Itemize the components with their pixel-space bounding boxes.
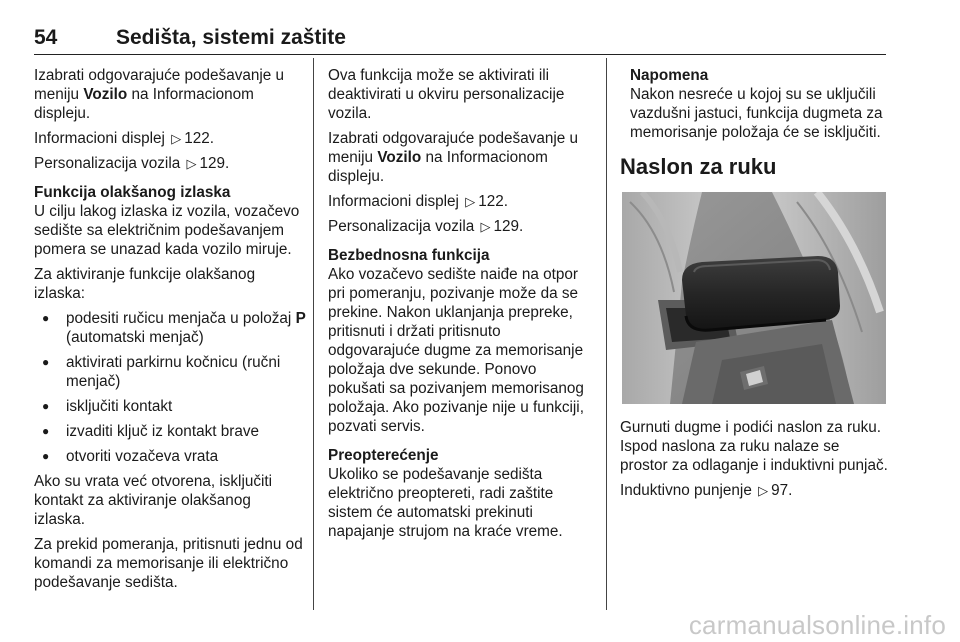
paragraph: Ako vozačevo sedište naiđe na otpor pri pomeranju, pozivanje može da se prekine. Nakon uklanjanja prepreke, pritisnuti i držati pritisnuto odgovarajuće dugme za memorisanje položaja dve sekunde. Ponovo pokušati sa pozivanjem memorisanog položaja. Ako pozivanje nije u funkciji, pozvati servis. — [328, 266, 584, 435]
page-reference-arrow-icon: ▷ — [480, 219, 491, 234]
cross-reference[interactable]: Informacioni displej ▷ 122. — [328, 193, 508, 210]
column-3 — [620, 66, 888, 506]
note-box — [620, 66, 888, 142]
list-item: ● podesiti ručicu menjača u položaj P (automatski menjač) — [34, 309, 306, 347]
cross-reference[interactable]: Informacioni displej ▷ 122. — [34, 130, 214, 147]
column-divider — [606, 58, 607, 610]
bullet-list — [34, 309, 306, 466]
list-item: ● otvoriti vozačeva vrata — [34, 447, 306, 466]
paragraph: Ukoliko se podešavanje sedišta električno preoptereti, radi zaštite sistem će automatski prekinuti napajanje strujom na kraće vreme. — [328, 466, 563, 540]
menu-name: Vozilo — [83, 86, 128, 103]
page-reference-arrow-icon: ▷ — [171, 131, 182, 146]
page-reference-arrow-icon: ▷ — [186, 156, 197, 171]
cross-reference[interactable]: Induktivno punjenje ▷ 97. — [620, 482, 793, 499]
list-item: ● aktivirati parkirnu kočnicu (ručni menjač) — [34, 353, 306, 391]
page-reference-arrow-icon: ▷ — [465, 194, 476, 209]
paragraph: Gurnuti dugme i podići naslon za ruku. Ispod naslona za ruku nalaze se prostor za odlaganje i induktivni punjač. — [620, 419, 888, 474]
paragraph: Ova funkcija može se aktivirati ili deaktivirati u okviru personalizacije vozila. — [328, 67, 565, 122]
paragraph: Ako su vrata već otvorena, isključiti kontakt za aktiviranje olakšanog izlaska. — [34, 473, 273, 528]
paragraph: Za prekid pomeranja, pritisnuti jednu od komandi za memorisanje ili električno podešavanje sedišta. — [34, 536, 303, 591]
list-item: ● izvaditi ključ iz kontakt brave — [34, 422, 306, 441]
column-2 — [328, 66, 594, 547]
paragraph: U cilju lakog izlaska iz vozila, vozačevo sedište sa električnim podešavanjem pomera se unazad kada vozilo miruje. — [34, 203, 300, 258]
cross-reference[interactable]: Personalizacija vozila ▷ 129. — [328, 218, 524, 235]
note-body: Nakon nesreće u kojoj su se uključili vazdušni jastuci, funkcija dugmeta za memorisanje položaja će se isključiti. — [630, 86, 883, 141]
section-heading: Naslon za ruku — [620, 154, 777, 179]
subsection-heading: Funkcija olakšanog izlaska — [34, 184, 231, 201]
page-reference-arrow-icon: ▷ — [758, 483, 769, 498]
paragraph: Za aktiviranje funkcije olakšanog izlaska: — [34, 266, 256, 302]
list-item: ● isključiti kontakt — [34, 397, 306, 416]
paragraph: Izabrati odgovarajuće podešavanje u meniju Vozilo na Informacionom displeju. — [328, 130, 579, 185]
watermark: carmanualsonline.info — [688, 610, 946, 640]
page-header — [34, 26, 886, 55]
menu-name: Vozilo — [377, 149, 422, 166]
column-divider — [313, 58, 314, 610]
page-number: 54 — [34, 26, 58, 49]
cross-reference[interactable]: Personalizacija vozila ▷ 129. — [34, 155, 230, 172]
column-1 — [34, 66, 306, 598]
chapter-title: Sedišta, sistemi zaštite — [116, 26, 346, 49]
subsection-heading: Preopterećenje — [328, 447, 439, 464]
armrest-illustration — [622, 192, 886, 404]
paragraph: Izabrati odgovarajuće podešavanje u meniju Vozilo na Informacionom displeju. — [34, 67, 285, 122]
note-title: Napomena — [630, 67, 709, 84]
subsection-heading: Bezbednosna funkcija — [328, 247, 490, 264]
